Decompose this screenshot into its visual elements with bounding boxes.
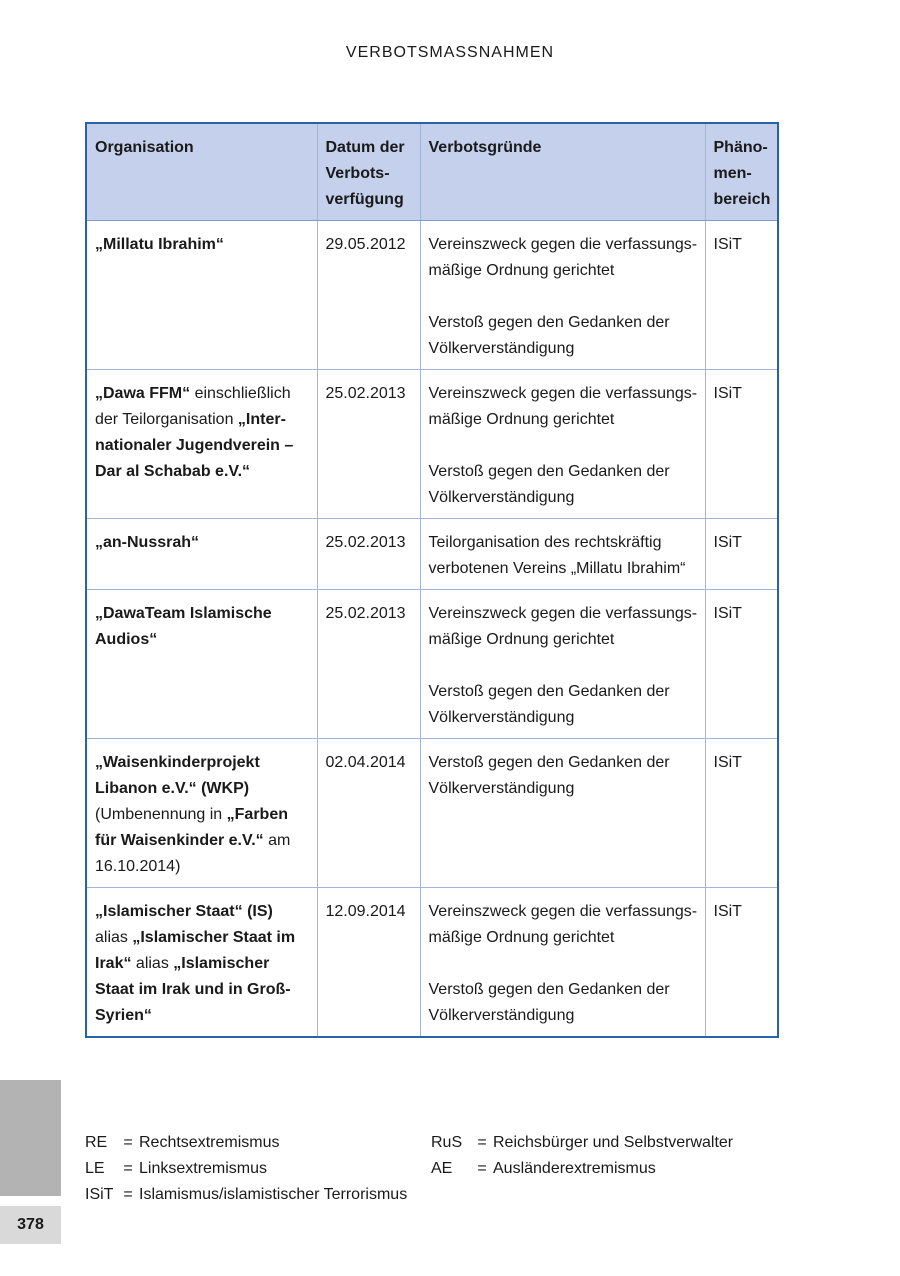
reason-text: Vereinszweck gegen die verfassungs-mäßige Ordnung gerichtet: [428, 385, 698, 428]
reasons-cell: [420, 519, 705, 590]
legend-entry: [85, 1182, 407, 1208]
area-cell: ISiT: [705, 221, 778, 370]
legend-meaning: Reichsbürger und Selbstverwalter: [493, 1134, 734, 1151]
header-organisation: Organisation: [86, 123, 317, 221]
reasons-cell: [420, 590, 705, 739]
organisation-cell: [86, 221, 317, 370]
legend-left: [85, 1130, 407, 1208]
area-cell: ISiT: [705, 590, 778, 739]
organisation-cell: [86, 370, 317, 519]
reason-text: Verstoß gegen den Gedanken der Völkerverständigung: [428, 463, 670, 506]
legend-meaning: Linksextremismus: [139, 1160, 268, 1177]
date-cell: 02.04.2014: [317, 739, 420, 888]
table-row: [86, 519, 778, 590]
header-reasons: Verbotsgründe: [420, 123, 705, 221]
header-date: Datum der Verbots-verfügung: [317, 123, 420, 221]
organisation-cell: [86, 519, 317, 590]
organisation-note: einschließlich der Teilorganisation: [95, 385, 291, 428]
organisation-cell: [86, 739, 317, 888]
legend-entry: [85, 1156, 407, 1182]
date-cell: 25.02.2013: [317, 370, 420, 519]
legend-right: [431, 1130, 733, 1182]
legend-entry: [431, 1130, 733, 1156]
date-cell: 25.02.2013: [317, 519, 420, 590]
legend-equals: =: [123, 1134, 133, 1151]
reason-text: Vereinszweck gegen die verfassungs-mäßige Ordnung gerichtet: [428, 605, 698, 648]
table-row: [86, 590, 778, 739]
reason-text: Verstoß gegen den Gedanken der Völkerverständigung: [428, 754, 670, 797]
organisation-name: „Farben für Waisenkinder e.V.“: [95, 806, 288, 849]
legend-meaning: Islamismus/islamistischer Terrorismus: [139, 1186, 408, 1203]
organisation-name: „Waisenkinderprojekt Libanon e.V.“ (WKP): [95, 754, 260, 797]
reasons-cell: [420, 221, 705, 370]
table-header: [86, 123, 778, 221]
organisation-cell: [86, 590, 317, 739]
prohibition-table: [85, 122, 779, 1038]
organisation-name: „Islamischer Staat“ (IS): [95, 903, 273, 920]
organisation-name: „Islamischer Staat im Irak und in Groß-Syrien“: [95, 955, 291, 1024]
date-cell: 12.09.2014: [317, 888, 420, 1038]
area-cell: ISiT: [705, 739, 778, 888]
area-cell: ISiT: [705, 888, 778, 1038]
reasons-cell: [420, 739, 705, 888]
header-area: Phäno-men-bereich: [705, 123, 778, 221]
organisation-name: „Millatu Ibrahim“: [95, 236, 224, 253]
reasons-cell: [420, 888, 705, 1038]
legend-meaning: Ausländerextremismus: [493, 1160, 656, 1177]
date-cell: 29.05.2012: [317, 221, 420, 370]
organisation-note: alias: [131, 955, 174, 972]
reason-text: Vereinszweck gegen die verfassungs-mäßige Ordnung gerichtet: [428, 903, 698, 946]
table-body: [86, 221, 778, 1038]
organisation-name: „an-Nussrah“: [95, 534, 200, 551]
area-cell: ISiT: [705, 370, 778, 519]
reason-text: Verstoß gegen den Gedanken der Völkerverständigung: [428, 314, 670, 357]
area-cell: ISiT: [705, 519, 778, 590]
section-title: VERBOTSMASSNAHMEN: [345, 44, 555, 61]
reason-text: Verstoß gegen den Gedanken der Völkerverständigung: [428, 683, 670, 726]
organisation-name: „DawaTeam Islamische Audios“: [95, 605, 272, 648]
table-row: [86, 370, 778, 519]
organisation-cell: [86, 888, 317, 1038]
reason-text: Verstoß gegen den Gedanken der Völkerverständigung: [428, 981, 670, 1024]
table-row: [86, 888, 778, 1038]
organisation-name: „Islamischer Staat im Irak“: [95, 929, 296, 972]
legend-abbreviation: RE: [85, 1134, 108, 1151]
header-row: [86, 123, 778, 221]
legend-equals: =: [123, 1186, 133, 1203]
organisation-name: „Inter-nationaler Jugendverein – Dar al Schabab e.V.“: [95, 411, 294, 480]
reason-text: Vereinszweck gegen die verfassungs-mäßige Ordnung gerichtet: [428, 236, 698, 279]
legend-equals: =: [123, 1160, 133, 1177]
legend-abbreviation: ISiT: [85, 1186, 114, 1203]
side-tab: [0, 1080, 61, 1196]
reasons-cell: [420, 370, 705, 519]
date-cell: 25.02.2013: [317, 590, 420, 739]
legend-meaning: Rechtsextremismus: [139, 1134, 280, 1151]
legend-abbreviation: LE: [85, 1160, 105, 1177]
table-row: [86, 221, 778, 370]
legend-equals: =: [477, 1160, 487, 1177]
organisation-note: am 16.10.2014): [95, 832, 291, 875]
page-number: 378: [0, 1206, 61, 1244]
legend-entry: [431, 1156, 733, 1182]
table-row: [86, 739, 778, 888]
legend-entry: [85, 1130, 407, 1156]
legend-equals: =: [477, 1134, 487, 1151]
organisation-note: (Umbenennung in: [95, 806, 227, 823]
organisation-name: „Dawa FFM“: [95, 385, 191, 402]
reason-text: Teilorganisation des rechtskräftig verbotenen Vereins „Millatu Ibrahim“: [428, 534, 686, 577]
organisation-note: alias: [95, 929, 133, 946]
legend-abbreviation: AE: [431, 1160, 453, 1177]
legend-abbreviation: RuS: [431, 1134, 463, 1151]
